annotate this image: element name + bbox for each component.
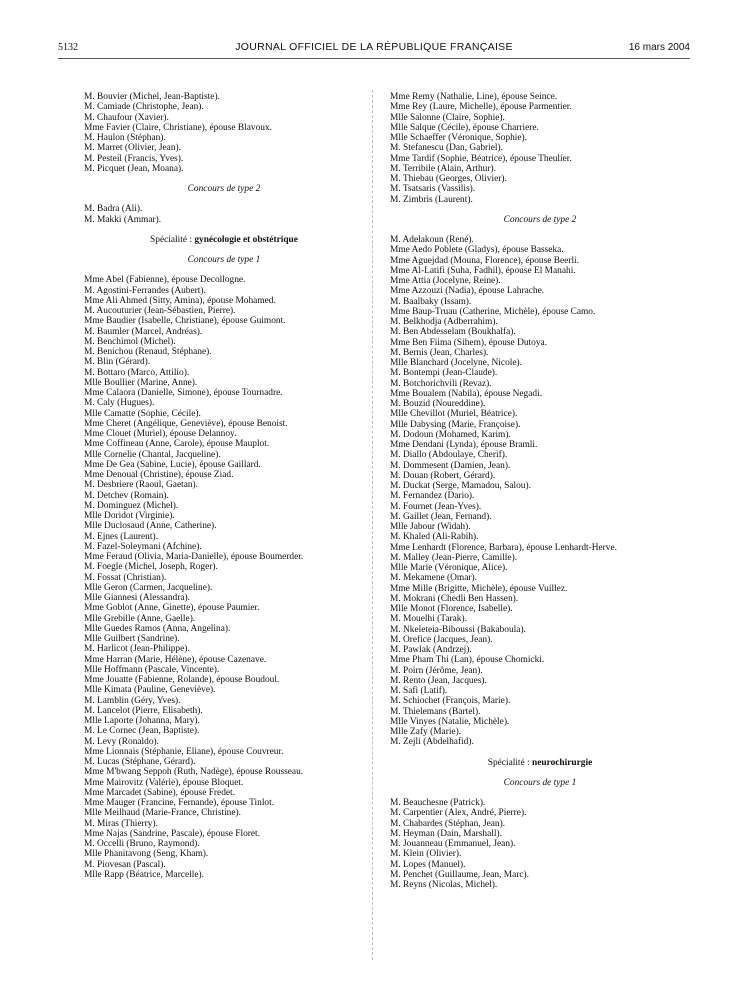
list-item: M. Bouvier (Michel, Jean-Baptiste). <box>84 92 220 102</box>
list-item: M. Chabardes (Stéphan, Jean). <box>390 818 506 829</box>
list-item: M. Levy (Ronaldo). <box>84 736 159 747</box>
list-item: Mlle Guedes Ramos (Anna, Angelina). <box>84 623 231 634</box>
list-item: Mme Aedo Poblete (Gladys), épouse Basseka. <box>390 245 564 256</box>
header-rule <box>58 58 690 59</box>
list-item: M. Thiebau (Georges, Olivier). <box>390 174 507 184</box>
section-subtitle: Concours de type 1 <box>187 255 261 265</box>
list-item: Mme Ben Fiima (Sihem), épouse Dutoya. <box>390 337 548 348</box>
list-item: Mlle Kimata (Pauline, Geneviève). <box>84 685 216 696</box>
list-item: Mme Abel (Fabienne), épouse Decollogne. <box>84 275 246 286</box>
list-item: M. Poirn (Jérôme, Jean). <box>390 665 483 676</box>
list-item: M. Benchimol (Michel). <box>84 336 176 347</box>
list-item: Mme Lenhardt (Florence, Barbara), épouse Lenhardt-Herve. <box>390 542 617 553</box>
list-item: M. Detchev (Romain). <box>84 490 169 501</box>
list-item: M. Aucouturier (Jean-Sébastien, Pierre). <box>84 306 236 316</box>
list-item: Mme Goblot (Anne, Ginette), épouse Paumier. <box>84 603 260 614</box>
list-item: Mme Baup-Truau (Catherine, Michèle), épouse Camo. <box>390 306 596 317</box>
list-item: M. Camiade (Christophe, Jean). <box>84 102 204 113</box>
list-item: M. Desbriere (Raoul, Gaetan). <box>84 480 199 491</box>
list-item: Mme Feraud (Olivia, Maria-Danielle), épouse Boumerder. <box>84 552 304 562</box>
list-item: M. Ejnes (Laurent). <box>84 531 158 542</box>
list-item: Mme Tardif (Sophie, Béatrice), épouse Theulier. <box>390 153 572 164</box>
list-item: M. Lopes (Manuel). <box>390 859 466 870</box>
list-item: M. Stefanescu (Dan, Gabriel). <box>390 143 503 154</box>
list-item: M. Penchet (Guillaume, Jean, Marc). <box>390 869 530 880</box>
list-item: Mme Clouet (Muriel), épouse Delannoy. <box>84 429 237 439</box>
list-item: Mme Remy (Nathalie, Line), épouse Seince. <box>390 92 558 102</box>
list-item: Mme Harran (Marie, Hélène), épouse Cazenave. <box>84 654 267 665</box>
list-item: M. Carpentier (Alex, André, Pierre). <box>390 808 527 819</box>
list-item: M. Fazel-Soleymani (Afchine). <box>84 541 202 552</box>
list-item: M. Belkhodja (Adberrahim). <box>390 317 498 327</box>
list-item: Mlle Jabour (Widah). <box>390 522 471 532</box>
list-item: M. Jouanneau (Emmanuel, Jean). <box>390 839 516 849</box>
specialty-prefix: Spécialité : <box>487 757 532 768</box>
list-item: M. Douan (Robert, Gérard). <box>390 470 496 481</box>
list-item: Mme Aguejdad (Mouna, Florence), épouse Beerli. <box>390 255 580 266</box>
list-item: M. Picquet (Jean, Moana). <box>84 163 184 174</box>
list-item: Mme M'bwang Seppoh (Ruth, Nadège), épouse Rousseau. <box>84 767 304 778</box>
list-item: M. Marret (Olivier, Jean). <box>84 143 181 154</box>
name-list <box>84 92 364 174</box>
list-item: Mlle Laporte (Johanna, Mary). <box>84 716 200 726</box>
list-item: Mlle Salonne (Claire, Sophie). <box>390 112 505 123</box>
list-item: Mlle Doridot (Virginie). <box>84 511 175 521</box>
list-item: Mlle Hoffmann (Pascale, Vincente). <box>84 664 220 675</box>
section-subtitle: Concours de type 2 <box>187 184 261 194</box>
list-item: M. Dodoun (Mohamed, Karim). <box>390 429 511 440</box>
list-item: Mlle Phanitavong (Seng, Kham). <box>84 849 209 860</box>
list-item: Mlle Geron (Carmen, Jacqueline). <box>84 582 213 593</box>
list-item: M. Bouzid (Noureddine). <box>390 399 486 409</box>
name-list <box>390 235 690 748</box>
list-item: M. Mokrani (Chedli Ben Hassen). <box>390 593 519 604</box>
list-item: Mme Jouatte (Fabienne, Rolande), épouse Boudoul. <box>84 675 280 685</box>
list-item: M. Ben Abdesselam (Boukhalfa). <box>390 327 516 338</box>
list-item: Mlle Duclosaud (Anne, Catherine). <box>84 521 217 532</box>
list-item: M. Benichou (Renaud, Stéphane). <box>84 347 212 357</box>
list-item: Mlle Guilbert (Sandrine). <box>84 634 180 644</box>
list-item: M. Makki (Ammar). <box>84 214 162 225</box>
list-item: Mme Dendani (Lynda), épouse Bramli. <box>390 440 538 450</box>
list-item: M. Orefice (Jacques, Jean). <box>390 634 493 645</box>
list-item: M. Harlicot (Jean-Philippe). <box>84 644 190 655</box>
list-item: Mlle Schaeffer (Véronique, Sophie). <box>390 133 528 143</box>
list-item: Mlle Chevillot (Muriel, Béatrice). <box>390 409 518 420</box>
list-item: M. Mouelhi (Tarak). <box>390 614 467 625</box>
journal-title: JOURNAL OFFICIEL DE LA RÉPUBLIQUE FRANÇAISE <box>235 41 513 53</box>
list-item: M. Lancelot (Pierre, Elisabeth). <box>84 705 203 716</box>
list-item: M. Fournet (Jean-Yves). <box>390 501 482 512</box>
list-item: M. Heyman (Dain, Marshall). <box>390 828 502 839</box>
specialty-heading <box>390 758 690 768</box>
list-item: Mme Al-Latifi (Suha, Fadhil), épouse El Manahi. <box>390 265 576 276</box>
list-item: Mlle Giannesi (Alessandra). <box>84 593 190 603</box>
list-item: Mme Cheret (Angélique, Geneviève), épouse Benoist. <box>84 418 288 429</box>
list-item: M. Gaillet (Jean, Fernand). <box>390 511 492 522</box>
list-item: Mme Coffineau (Anne, Carole), épouse Mauplot. <box>84 439 270 450</box>
page-header <box>0 0 748 70</box>
list-item: M. Fernandez (Dario). <box>390 491 475 502</box>
list-item: Mme Calaora (Danielle, Simone), épouse Tournadre. <box>84 388 283 398</box>
list-item: M. Duckat (Serge, Mamadou, Salou). <box>390 481 531 491</box>
list-item: Mme Azzouzi (Nadia), épouse Lahrache. <box>390 286 545 297</box>
list-item: Mme Mauger (Francine, Fernande), épouse Tinlot. <box>84 798 275 808</box>
list-item: M. Zimbris (Laurent). <box>390 194 473 205</box>
section-subtitle: Concours de type 1 <box>503 777 577 788</box>
list-item: Mme Mairovitz (Valérie), épouse Bloquet. <box>84 777 244 788</box>
list-item: M. Dommesent (Damien, Jean). <box>390 460 511 471</box>
list-item: M. Klein (Olivier). <box>390 849 462 860</box>
list-item: M. Fossat (Christian). <box>84 572 167 583</box>
specialty-heading <box>84 235 364 245</box>
list-item: Mme Mille (Brigitte, Michèle), épouse Vuillez. <box>390 583 568 594</box>
specialty-prefix: Spécialité : <box>150 234 195 245</box>
list-item: M. Chaufour (Xavier). <box>84 112 169 123</box>
list-item: M. Rento (Jean, Jacques). <box>390 675 487 686</box>
list-item: Mme Lionnais (Stéphanie, Eliane), épouse Couvreur. <box>84 746 284 757</box>
list-item: Mlle Meilhaud (Marie-France, Christine). <box>84 808 241 819</box>
list-item: M. Lamblin (Géry, Yves). <box>84 695 181 706</box>
list-item: M. Adelakoun (René). <box>390 235 474 245</box>
list-item: Mme Denoual (Christine), épouse Ziad. <box>84 470 234 480</box>
list-item: Mme Najas (Sandrine, Pascale), épouse Floret. <box>84 828 260 839</box>
list-item: Mlle Monot (Florence, Isabelle). <box>390 604 513 614</box>
list-item: M. Pesteil (Francis, Yves). <box>84 153 184 164</box>
list-item: Mme Rey (Laure, Michelle), épouse Parmentier. <box>390 102 572 113</box>
list-item: M. Diallo (Abdoulaye, Cherif). <box>390 450 508 461</box>
list-item: M. Terribile (Alain, Arthur). <box>390 163 496 174</box>
list-item: M. Bontempi (Jean-Claude). <box>390 368 498 379</box>
list-item: M. Dominguez (Michel). <box>84 500 179 511</box>
list-item: M. Pawlak (Andrzej). <box>390 645 472 655</box>
list-item: M. Schiochet (François, Marie). <box>390 696 511 707</box>
list-item: M. Occelli (Bruno, Raymond). <box>84 839 200 849</box>
list-item: Mme Boualem (Nabila), épouse Negadi. <box>390 388 543 399</box>
list-item: M. Malley (Jean-Pierre, Camille). <box>390 552 518 563</box>
name-list <box>390 798 690 890</box>
list-item: M. Badra (Ali). <box>84 204 143 215</box>
list-item: M. Bottaro (Marco, Attilio). <box>84 367 190 378</box>
list-item: Mme Baudier (Isabelle, Christiane), épouse Guimont. <box>84 316 286 327</box>
specialty-name: gynécologie et obstétrique <box>194 234 298 245</box>
list-item: M. Le Cornec (Jean, Baptiste). <box>84 726 200 737</box>
list-item: M. Foegle (Michel, Joseph, Roger). <box>84 562 218 573</box>
list-item: M. Nkeleteia-Biboussi (Bakaboula). <box>390 624 526 635</box>
list-item: Mme Favier (Claire, Christiane), épouse Blavoux. <box>84 122 272 133</box>
page-number: 5132 <box>58 42 78 53</box>
list-item: M. Agostini-Ferrandes (Aubert). <box>84 285 206 296</box>
list-item: Mlle Camatte (Sophie, Cécile). <box>84 408 201 419</box>
list-item: Mlle Zafy (Marie). <box>390 727 462 737</box>
name-list <box>84 275 364 880</box>
list-item: Mme Attia (Jocelyne, Reine). <box>390 276 501 286</box>
list-item: M. Blin (Gérard). <box>84 357 151 368</box>
list-item: M. Piovesan (Pascal). <box>84 859 166 870</box>
publication-date: 16 mars 2004 <box>628 42 690 53</box>
list-item: M. Caly (Hugues). <box>84 398 155 409</box>
list-item: Mlle Grebille (Anne, Gaelle). <box>84 613 196 624</box>
list-item: M. Beauchesne (Patrick). <box>390 798 486 808</box>
list-item: M. Safi (Latif). <box>390 686 448 696</box>
list-item: M. Mekamene (Omar). <box>390 573 477 584</box>
list-item: M. Bernis (Jean, Charles). <box>390 347 489 358</box>
list-item: Mlle Blanchard (Jocelyne, Nicole). <box>390 358 522 368</box>
list-item: Mlle Cornelie (Chantal, Jacqueline). <box>84 449 221 460</box>
list-item: Mlle Marie (Véronique, Alice). <box>390 563 508 573</box>
list-item: M. Lucas (Stéphane, Gérard). <box>84 757 196 767</box>
section-subtitle: Concours de type 2 <box>503 214 577 225</box>
name-list <box>84 204 364 225</box>
list-item: Mme Marcadet (Sabine), épouse Fredet. <box>84 787 235 798</box>
list-item: M. Tsatsaris (Vassilis). <box>390 184 476 195</box>
list-item: Mlle Boullier (Marine, Anne). <box>84 377 198 388</box>
list-item: M. Miras (Thierry). <box>84 818 158 829</box>
list-item: M. Haulon (Stéphan). <box>84 133 166 143</box>
list-item: Mlle Dabysing (Marie, Françoise). <box>390 419 521 430</box>
specialty-name: neurochirurgie <box>532 757 593 768</box>
list-item: Mme Ali Ahmed (Sitty, Amina), épouse Mohamed. <box>84 295 276 306</box>
list-item: M. Botchorichvili (Revaz). <box>390 378 492 389</box>
list-item: M. Khaled (Ali-Rabih). <box>390 532 479 543</box>
list-item: M. Reyns (Nicolas, Michel). <box>390 880 498 890</box>
name-list <box>390 92 690 205</box>
list-item: M. Baumler (Marcel, Andréas). <box>84 326 203 337</box>
list-item: Mme Pham Thi (Lan), épouse Chomicki. <box>390 655 545 666</box>
right-column <box>390 92 690 890</box>
list-item: M. Zejli (Abdelhafid). <box>390 737 474 748</box>
column-divider <box>372 90 373 960</box>
list-item: Mlle Rapp (Béatrice, Marcelle). <box>84 869 204 880</box>
list-item: Mlle Salque (Cécile), épouse Charriere. <box>390 122 539 133</box>
list-item: M. Baalbaky (Issam). <box>390 296 472 307</box>
list-item: Mme De Gea (Sabine, Lucie), épouse Gaillard. <box>84 459 261 470</box>
list-item: M. Thielemans (Bartel). <box>390 706 481 717</box>
left-column <box>84 92 364 880</box>
list-item: Mlle Vinyes (Natalie, Michèle). <box>390 716 510 727</box>
